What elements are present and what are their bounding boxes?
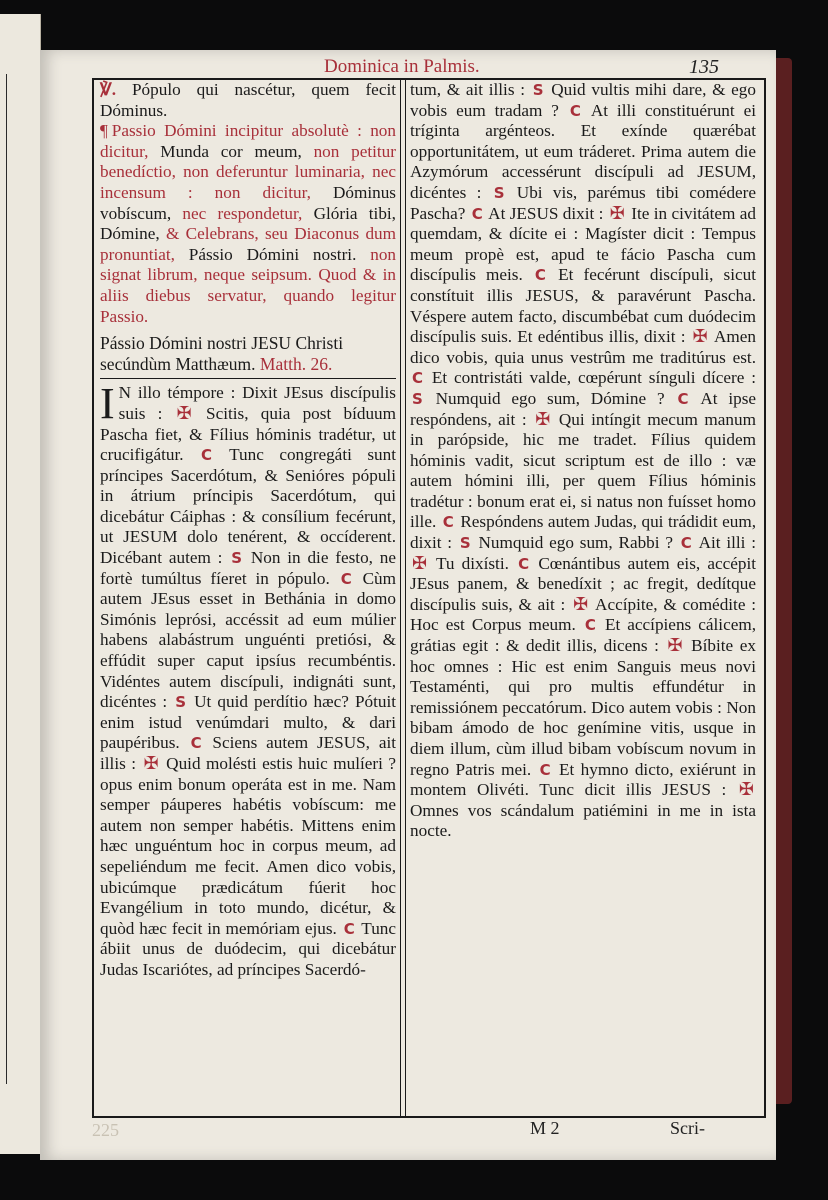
gospel-text: At JESUS dixit : [488,203,604,223]
chronista-symbol: C [471,204,483,223]
facing-page-edge [0,14,41,1154]
right-column [410,80,756,842]
chronista-symbol: C [534,266,546,285]
gospel-text: Non in die festo, ne fortè tumúltus fíeret in pópulo. [100,548,397,588]
rubric-text: non petitur benedíctio, non deferuntur luminaria, nec incensum : non dicitur, [100,141,396,202]
cross-icon: ✠ [143,753,159,774]
gospel-text: tum, & ait illis : [410,80,526,99]
paragraph-mark-icon: ¶ [100,121,108,141]
gospel-text: Et fecérunt discípuli, sicut constítuit illis JESUS, & paravérunt Pascha. Véspere autem facto, discumbébat cum duódecim discípulis suis. Et edéntibus illis, dixit : [410,265,757,347]
chronista-symbol: C [680,534,692,553]
gospel-text: Numquid ego sum, Rabbi ? [478,533,673,553]
passion-heading [100,333,396,374]
cross-icon: ✠ [738,779,755,801]
book-page [40,50,776,1160]
gospel-text: Sciens autem JESUS, ait illis : [100,733,396,773]
gospel-text: Numquid ego sum, Dómine ? [435,388,665,408]
gospel-text: At ipse respóndens, ait : [410,388,757,429]
synagoga-symbol: S [412,389,423,408]
chronista-symbol: C [340,569,352,588]
gospel-text: Bíbite ex hoc omnes : Hic est enim Sanguis meus novi Testaménti, qui pro multis effundétur in remissiónem peccatórum. Dico autem vobis : Non bibam ámodo de hoc genímine vitis, usque in diem illum, cùm illud bibam vobíscum novum in regno Patris mei. [410,636,756,779]
gospel-text: Ubi vis, parémus tibi comédere Pascha? [410,182,757,223]
page-footer [40,1118,776,1142]
versicle-line [100,80,396,121]
synagoga-symbol: S [175,693,187,712]
gospel-text: Accípite, & comédite : Hoc est Corpus meum. [410,594,757,635]
synagoga-symbol: S [231,549,243,568]
gospel-text: Respóndens autem Judas, qui trádidit eum, dixit : [410,512,757,553]
chronista-symbol: C [343,919,355,938]
cross-icon: ✠ [692,326,708,348]
page-header [40,54,776,78]
cross-icon: ✠ [609,202,625,224]
catchword: Scri- [670,1118,705,1138]
cross-icon: ✠ [176,402,192,424]
gospel-text: Et hymno dicto, exiérunt in montem Olivéti. Tunc dicit illis JESUS : [410,759,756,800]
rubric-text: Passio Dómini incipitur absolutè : non dicitur, [100,121,396,161]
chapter-reference: Matth. 26. [259,353,333,374]
synagoga-symbol: S [532,81,544,99]
rubric-quote: Dóminus vobíscum, [100,182,396,223]
chronista-symbol: C [584,616,596,635]
gospel-text: Amen dico vobis, quia unus vestrûm me traditúrus est. [410,327,756,367]
heading-rule [100,378,396,379]
running-title: Dominica in Palmis. [324,56,480,77]
heading-text: Pássio Dómini nostri JESU Christi secúndùm Matthæum. [100,333,344,374]
gospel-text: Ut quid perdítio hæc? Pótuit enim istud venúmdari multo, & dari paupéribus. [100,692,397,753]
gospel-text: Tunc ábiit unus de duódecim, qui dicebátur Judas Iscariótes, ad príncipes Sacerdó- [100,918,397,979]
chronista-symbol: C [190,734,202,753]
synagoga-symbol: S [459,534,471,553]
page-number: 135 [689,56,719,78]
gospel-text: Ite in civitátem ad quemdam, & dícite ei : Magíster dicit : Tempus meum propè est, apud te fácio Pascha cum discípulis meis. [410,203,756,285]
signature-mark: M 2 [530,1118,560,1138]
rubric-text: non signat librum, neque seipsum. Quod & in aliis diebus servatur, quando legitur Passio. [100,244,397,326]
rubric-quote: Munda cor meum, [160,141,302,161]
gospel-text: Tu dixísti. [435,553,509,573]
column-divider [400,80,406,1116]
gospel-text: Et accípiens cálicem, grátias egit : & dedit illis, dicens : [410,615,757,656]
gospel-text: Cùm autem JEsus esset in Bethánia in domo Simónis leprósi, accéssit ad eum múlier habens alabástrum unguénti pretiósi, & effúdit super caput ipsíus recumbéntis. Vidéntes autem discípuli, indignáti sunt, dicéntes : [100,568,397,712]
gospel-text: Scitis, quia post bíduum Pascha fiet, & Fílius hóminis tradétur, ut crucifigátur. [100,403,397,465]
drop-cap: I [100,379,115,429]
rubric-text: & Celebrans, seu Diaconus dum pronuntiat, [100,224,396,264]
rubric-quote: Pássio Dómini nostri. [188,244,357,264]
chronista-symbol: C [200,446,212,465]
gospel-text: Qui intíngit mecum manum in parópside, hic me tradet. Fílius quidem hóminis vadit, sicut scriptum est de illo : væ autem hómini illi, per quem Fílius hóminis tradétur : bonum erat ei, si natus non fuísset homo ille. [410,409,756,532]
rubric-quote: Glória tibi, Dómine, [100,203,396,244]
chronista-symbol: C [677,389,689,408]
gospel-text-right [410,80,756,842]
gospel-text: Quid vultis mihi dare, & ego vobis eum tradam ? [410,80,756,120]
gospel-text: Ait illi : [698,533,756,553]
gospel-text: N illo témpore : Dixit JEsus discípulis suis : [118,383,396,423]
versicle-symbol: ℣. [100,80,117,99]
gospel-text: At illi constituérunt ei tríginta argénteos. Et exínde quærébat opportunitátem, ut eum tráderet. Prima autem die Azymórum accessérunt discípuli ad JESUM, dicéntes : [410,100,756,202]
cross-icon: ✠ [412,552,428,574]
gospel-text: Cœnántibus autem eis, accépit JEsus panem, & benedíxit ; ac fregit, dedítque discípulis suis, & ait : [410,553,757,614]
chronista-symbol: C [569,101,581,120]
chronista-symbol: C [518,554,530,573]
gospel-text: Et contristáti valde, cœpérunt sínguli dícere : [431,368,757,388]
left-column [100,80,396,981]
show-through-number: 225 [92,1120,119,1140]
gospel-text: Omnes vos scándalum patiémini in me in ista nocte. [410,800,756,841]
cross-icon: ✠ [573,593,589,615]
text-frame [92,78,766,1118]
gospel-text: Tunc congregáti sunt príncipes Sacerdótum, & Senióres pópuli in átrium príncipis Sacerdótum, qui dicebátur Cáiphas : & consílium fecérunt, ut JESUM dolo tenérent, & occíderent. Dicébant autem : [100,445,396,568]
chronista-symbol: C [412,369,424,388]
gospel-text-left [100,379,397,980]
versicle-text: Pópulo qui nascétur, quem fecit Dóminus. [100,80,396,120]
rubric-paragraph [100,121,396,327]
cross-icon: ✠ [535,408,551,430]
synagoga-symbol: S [493,183,505,202]
chronista-symbol: C [442,513,454,532]
chronista-symbol: C [539,760,551,779]
rubric-text: nec respondetur, [182,203,303,223]
cross-icon: ✠ [667,635,683,657]
gospel-text: Quid molésti estis huic mulíeri ? opus enim bonum operáta est in me. Nam semper páuperes habétis vobíscum: me autem non semper habétis. Mittens enim hæc unguéntum hoc in corpus meum, ad sepeliéndum me fecit. Amen dico vobis, ubicúmque prædicátum fúerit hoc Evangélium in toto mundo, dicétur, & quòd hæc fecit in memóriam ejus. [100,754,397,938]
